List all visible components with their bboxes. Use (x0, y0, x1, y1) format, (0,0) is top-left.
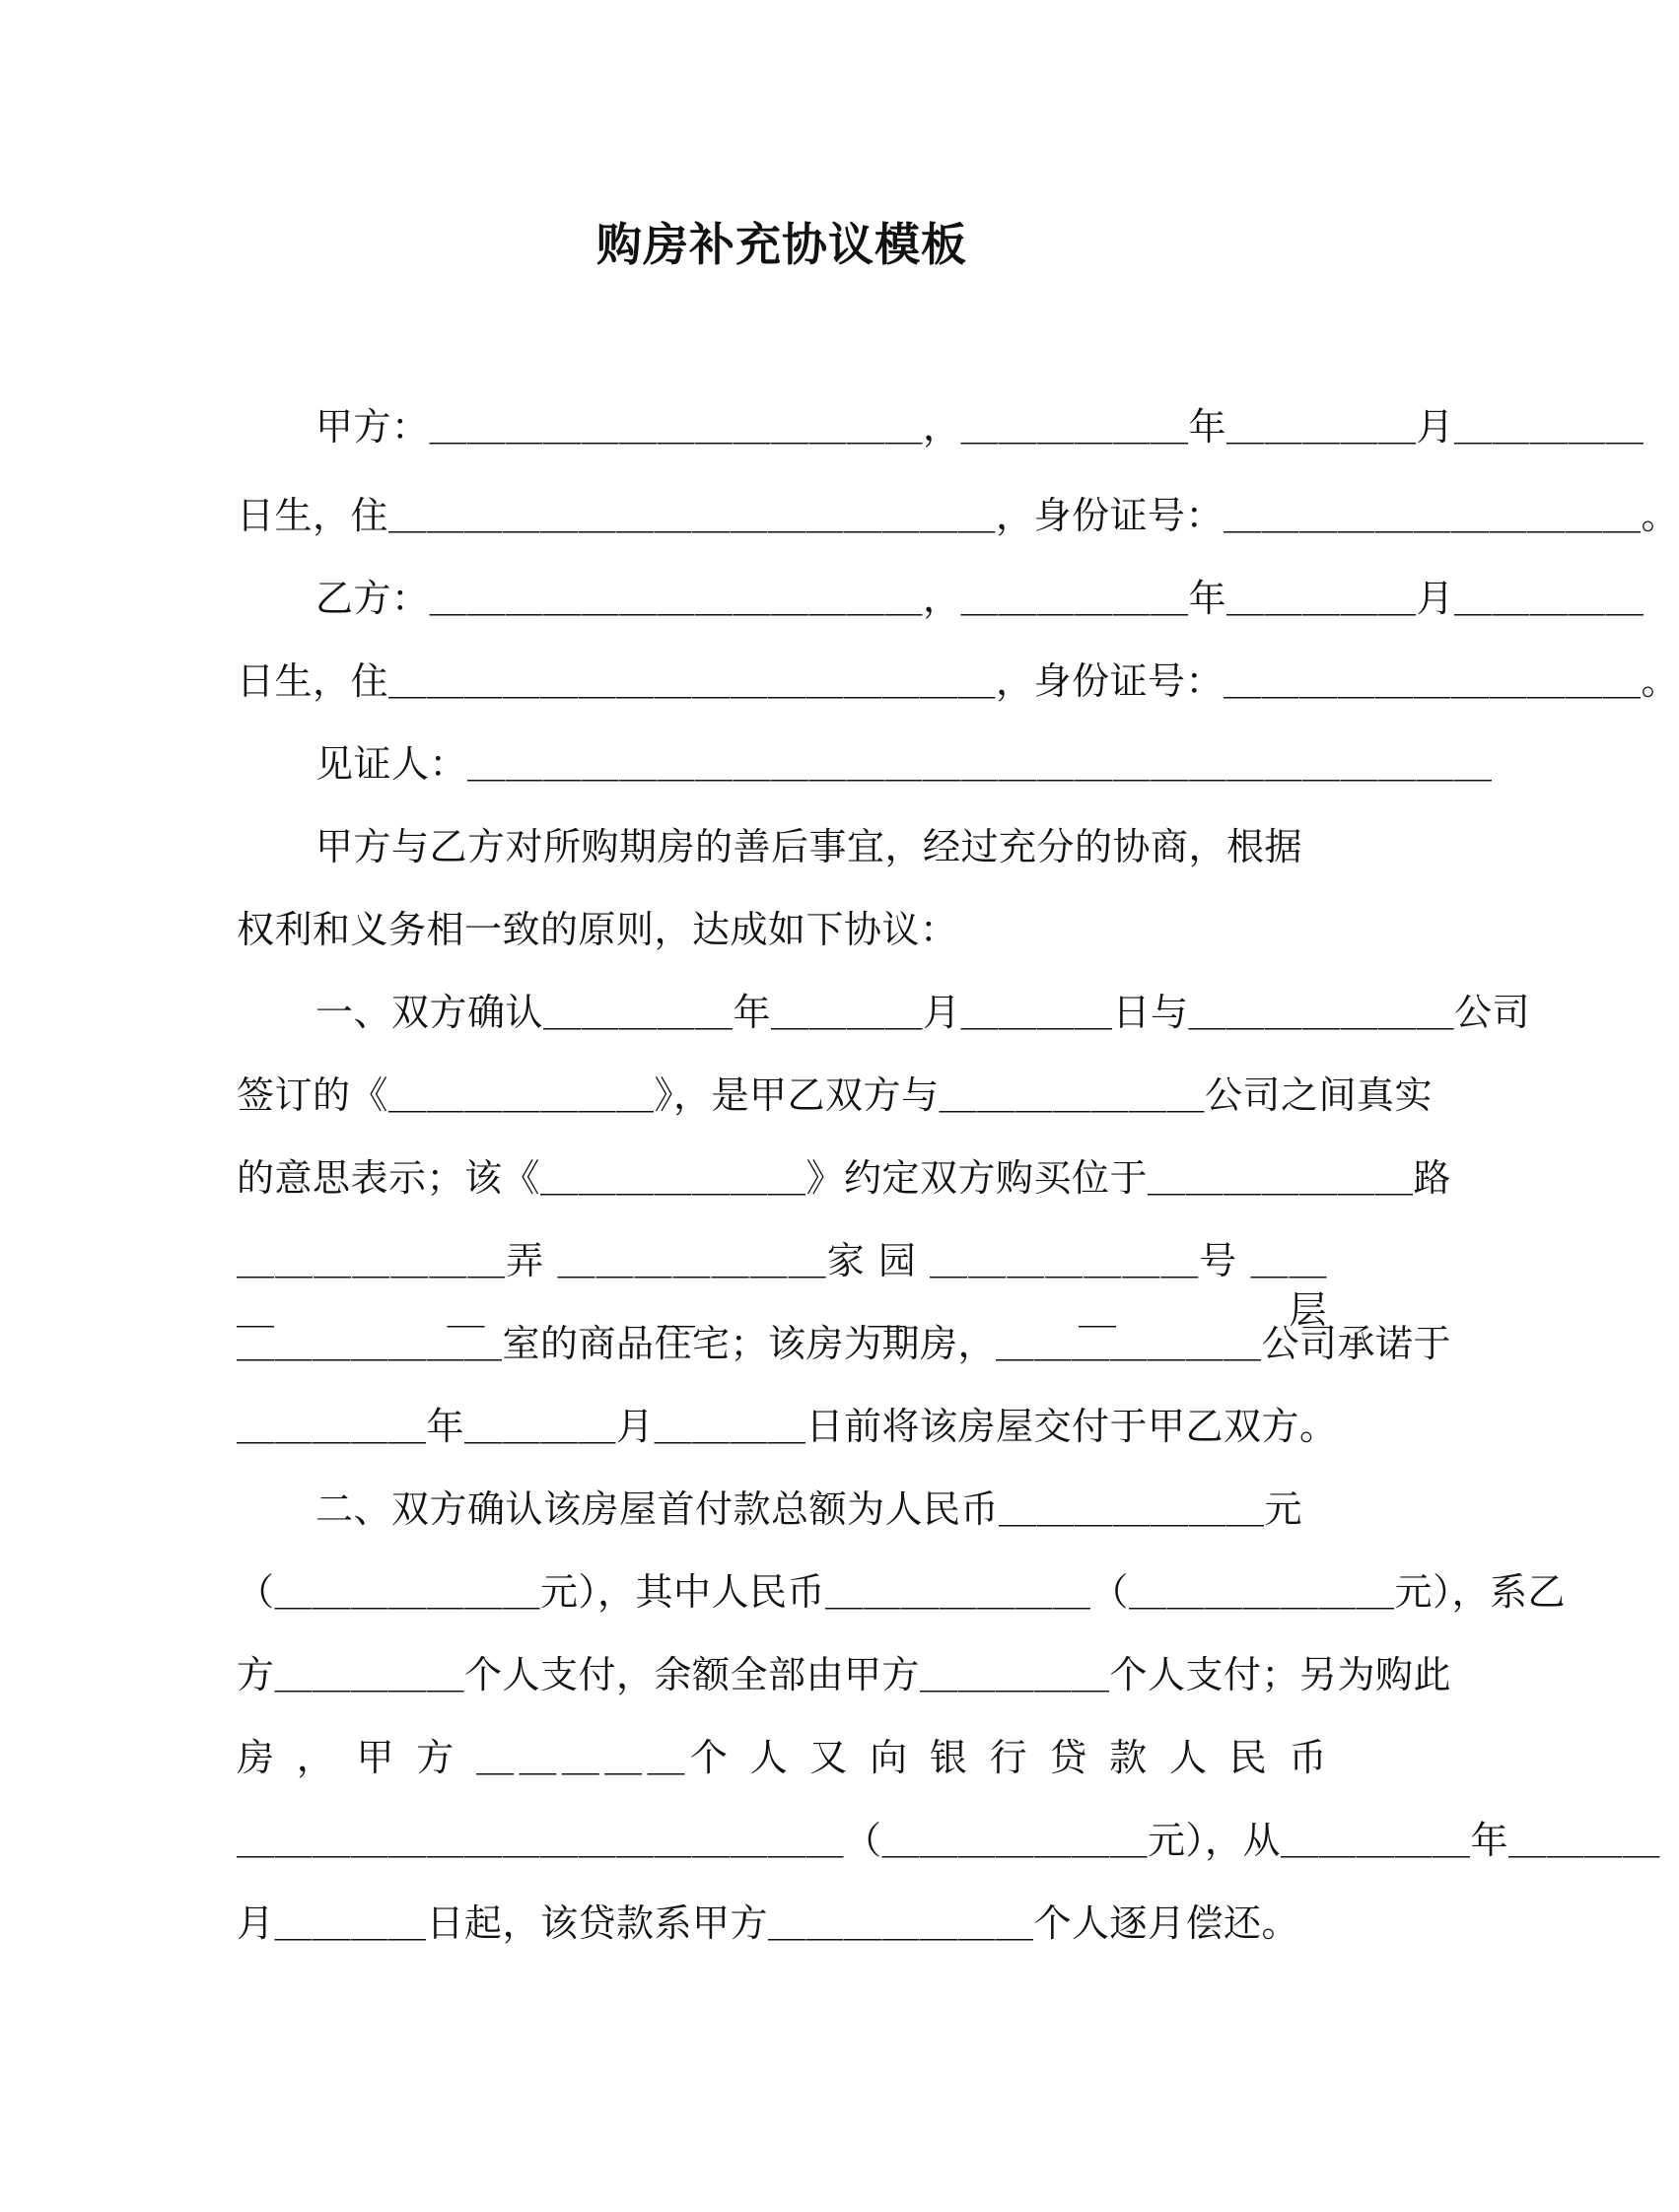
clause-1-line-1: 一、双方确认＿＿＿＿＿年＿＿＿＿月＿＿＿＿日与＿＿＿＿＿＿＿公司 (315, 991, 1531, 1034)
clause-2-line-3: 方＿＿＿＿＿个人支付，余额全部由甲方＿＿＿＿＿个人支付；另为购此 (237, 1653, 1452, 1696)
document-title: 购房补充协议模板 (596, 218, 967, 271)
party-a-address-line: 日生，住＿＿＿＿＿＿＿＿＿＿＿＿＿＿＿＿，身份证号：＿＿＿＿＿＿＿＿＿＿＿。 (237, 494, 1679, 537)
clause-1-line-6: ＿＿＿＿＿年＿＿＿＿月＿＿＿＿日前将该房屋交付于甲乙双方。 (237, 1405, 1338, 1448)
party-b-line: 乙方：＿＿＿＿＿＿＿＿＿＿＿＿＿，＿＿＿＿＿＿年＿＿＿＿＿月＿＿＿＿＿ (315, 577, 1644, 620)
preamble-line-2: 权利和义务相一致的原则，达成如下协议： (237, 908, 958, 951)
clause-2-line-4: 房 ， 甲 方 ＿＿＿＿＿个 人 又 向 银 行 贷 款 人 民 币 (237, 1736, 1327, 1779)
witness-line: 见证人：＿＿＿＿＿＿＿＿＿＿＿＿＿＿＿＿＿＿＿＿＿＿＿＿＿＿＿ (315, 742, 1493, 786)
clause-2-line-1: 二、双方确认该房屋首付款总额为人民币＿＿＿＿＿＿＿元 (315, 1487, 1303, 1531)
clause-1-line-4: ＿＿＿＿＿＿＿弄 ＿＿＿＿＿＿＿家 园 ＿＿＿＿＿＿＿号 ＿＿＿＿＿＿＿层 (237, 1239, 1327, 1332)
clause-2-line-2: （＿＿＿＿＿＿＿元），其中人民币＿＿＿＿＿＿＿（＿＿＿＿＿＿＿元），系乙 (237, 1570, 1567, 1614)
preamble-line-1: 甲方与乙方对所购期房的善后事宜，经过充分的协商，根据 (315, 825, 1303, 868)
party-a-line: 甲方：＿＿＿＿＿＿＿＿＿＿＿＿＿，＿＿＿＿＿＿年＿＿＿＿＿月＿＿＿＿＿ (315, 405, 1644, 449)
party-b-address-line: 日生，住＿＿＿＿＿＿＿＿＿＿＿＿＿＿＿＿，身份证号：＿＿＿＿＿＿＿＿＿＿＿。 (237, 659, 1679, 703)
clause-1-line-5: ＿＿＿＿＿＿＿室的商品住宅；该房为期房，＿＿＿＿＿＿＿公司承诺于 (237, 1322, 1452, 1365)
clause-1-line-3: 的意思表示；该《＿＿＿＿＿＿＿》约定双方购买位于＿＿＿＿＿＿＿路 (237, 1156, 1452, 1200)
clause-1-line-2: 签订的《＿＿＿＿＿＿＿》，是甲乙双方与＿＿＿＿＿＿＿公司之间真实 (237, 1073, 1434, 1117)
clause-2-line-6: 月＿＿＿＿日起，该贷款系甲方＿＿＿＿＿＿＿个人逐月偿还。 (237, 1901, 1300, 1945)
clause-2-line-5: ＿＿＿＿＿＿＿＿＿＿＿＿＿＿＿＿（＿＿＿＿＿＿＿元），从＿＿＿＿＿年＿＿＿＿ (237, 1819, 1661, 1862)
